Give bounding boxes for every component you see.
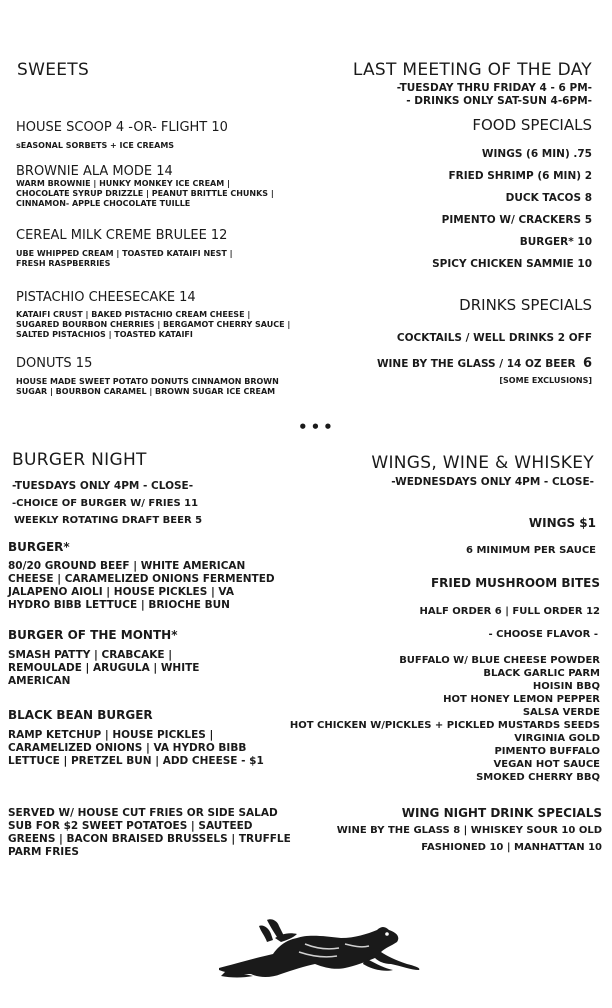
burger-name: BURGER*: [8, 540, 70, 554]
black-bean-burger-name: BLACK BEAN BURGER: [8, 708, 153, 722]
mushroom-price: HALF ORDER 6 | FULL ORDER 12: [419, 606, 600, 617]
wing-night-drink-line: FASHIONED 10 | MANHATTAN 10: [421, 842, 602, 853]
burger-night-days: -TUESDAYS ONLY 4PM - CLOSE-: [12, 480, 194, 492]
drink-special-wine-beer: [377, 356, 592, 371]
sweets-item-3-name: CEREAL MILK CREME BRULEE 12: [16, 228, 228, 243]
sweets-item-4-name: PISTACHIO CHEESECAKE 14: [16, 290, 196, 305]
flavor-item: BUFFALO W/ BLUE CHEESE POWDER: [399, 655, 600, 666]
flavor-item: BLACK GARLIC PARM: [483, 668, 600, 679]
happy-hour-weekend: - DRINKS ONLY SAT-SUN 4-6PM-: [406, 95, 592, 107]
wing-night-drink-line: WINE BY THE GLASS 8 | WHISKEY SOUR 10 OLD: [336, 825, 602, 836]
burger-night-deal: -CHOICE OF BURGER W/ FRIES 11: [12, 498, 199, 509]
food-specials-title: FOOD SPECIALS: [472, 116, 592, 134]
happy-hour-title: LAST MEETING OF THE DAY: [352, 60, 592, 80]
food-special: PIMENTO W/ CRACKERS 5: [441, 214, 592, 226]
section-divider: •••: [298, 418, 336, 436]
choose-flavor: - CHOOSE FLAVOR -: [488, 629, 598, 640]
drink-special: COCKTAILS / WELL DRINKS 2 OFF: [396, 332, 592, 344]
food-special: WINGS (6 MIN) .75: [481, 148, 592, 160]
wings-night-title: WINGS, WINE & WHISKEY: [371, 453, 594, 473]
flavor-item: VIRGINIA GOLD: [514, 733, 600, 744]
burger-night-title: BURGER NIGHT: [12, 450, 147, 470]
flavor-item: HOT HONEY LEMON PEPPER: [443, 694, 600, 705]
food-special: DUCK TACOS 8: [505, 192, 592, 204]
wings-night-days: -WEDNESDAYS ONLY 4PM - CLOSE-: [391, 476, 594, 488]
sweets-item-2-desc: WARM BROWNIE | HUNKY MONKEY ICE CREAM | CHOCOLATE SYRUP DRIZZLE | PEANUT BRITTLE CHUNKS | CINNAMON- APPLE CHOCOLATE TUILLE: [16, 179, 274, 208]
flavor-item: PIMENTO BUFFALO: [494, 746, 600, 757]
food-special: FRIED SHRIMP (6 MIN) 2: [448, 170, 592, 182]
happy-hour-days: -TUESDAY THRU FRIDAY 4 - 6 PM-: [396, 82, 592, 94]
mushroom-bites: FRIED MUSHROOM BITES: [430, 576, 600, 590]
sweets-item-4-desc: KATAIFI CRUST | BAKED PISTACHIO CREAM CHEESE | SUGARED BOURBON CHERRIES | BERGAMOT CHERRY SAUCE | SALTED PISTACHIOS | TOASTED KATAIFI: [16, 310, 291, 339]
sweets-item-5-name: DONUTS 15: [16, 356, 93, 371]
sweets-item-3-desc: UBE WHIPPED CREAM | TOASTED KATAIFI NEST | FRESH RASPBERRIES: [16, 249, 233, 268]
sweets-item-2-name: BROWNIE ALA MODE 14: [16, 164, 173, 179]
food-special: SPICY CHICKEN SAMMIE 10: [432, 258, 592, 270]
wings-minimum: 6 MINIMUM PER SAUCE: [466, 545, 596, 556]
sweets-item-1-desc: sEASONAL SORBETS + ICE CREAMS: [16, 141, 175, 150]
sweets-title: SWEETS: [17, 60, 90, 80]
flavor-item: VEGAN HOT SAUCE: [493, 759, 600, 770]
hare-logo-icon: [215, 908, 425, 980]
drinks-specials-title: DRINKS SPECIALS: [459, 296, 592, 314]
flavor-item: HOT CHICKEN W/PICKLES + PICKLED MUSTARDS SEEDS: [289, 720, 600, 731]
sweets-item-5-desc: HOUSE MADE SWEET POTATO DONUTS CINNAMON BROWN SUGAR | BOURBON CARAMEL | BROWN SUGAR ICE CREAM: [16, 377, 279, 396]
flavor-item: SALSA VERDE: [522, 707, 600, 718]
flavor-item: SMOKED CHERRY BBQ: [476, 772, 600, 783]
sweets-item-1-name: HOUSE SCOOP 4 -OR- FLIGHT 10: [16, 120, 228, 135]
flavor-item: HOISIN BBQ: [532, 681, 600, 692]
wings-price: WINGS $1: [528, 516, 596, 530]
food-special: BURGER* 10: [519, 236, 592, 248]
drink-special-label: WINE BY THE GLASS / 14 OZ BEER: [376, 358, 576, 370]
black-bean-burger-desc: RAMP KETCHUP | HOUSE PICKLES | CARAMELIZED ONIONS | VA HYDRO BIBB LETTUCE | PRETZEL BUN | ADD CHEESE - $1: [8, 729, 264, 767]
burger-of-month-desc: SMASH PATTY | CRABCAKE | REMOULADE | ARUGULA | WHITE AMERICAN: [8, 649, 200, 687]
burger-desc: 80/20 GROUND BEEF | WHITE AMERICAN CHEESE | CARAMELIZED ONIONS FERMENTED JALAPENO AIOLI | HOUSE PICKLES | VA HYDRO BIBB LETTUCE | BRIOCHE BUN: [8, 560, 275, 611]
burger-night-beer: WEEKLY ROTATING DRAFT BEER 5: [14, 515, 203, 526]
burger-of-month-name: BURGER OF THE MONTH*: [8, 628, 178, 642]
drink-special-price: 6: [582, 356, 592, 371]
wing-night-drink-title: WING NIGHT DRINK SPECIALS: [401, 806, 602, 820]
burger-night-sides: SERVED W/ HOUSE CUT FRIES OR SIDE SALAD SUB FOR $2 SWEET POTATOES | SAUTEED GREENS | BACON BRAISED BRUSSELS | TRUFFLE PARM FRIES: [8, 807, 291, 858]
exclusions-note: [SOME EXCLUSIONS]: [499, 376, 592, 385]
